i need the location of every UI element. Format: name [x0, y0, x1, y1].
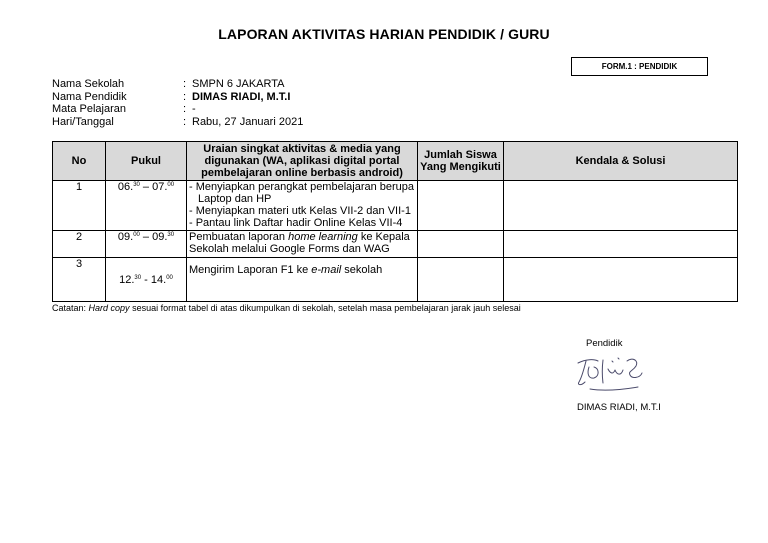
footnote-pre: Catatan:: [52, 303, 89, 313]
handwritten-signature: [572, 349, 652, 399]
time-start-minutes: 30: [134, 274, 142, 281]
header-students: Jumlah Siswa Yang Mengikuti: [418, 142, 504, 181]
info-separator: :: [183, 103, 187, 115]
activity-text-post: sekolah: [341, 264, 383, 276]
report-title: LAPORAN AKTIVITAS HARIAN PENDIDIK / GURU: [218, 26, 550, 42]
info-separator: :: [183, 115, 187, 128]
signature-name: DIMAS RIADI, M.T.I: [577, 402, 661, 413]
time-end: 14.: [150, 273, 167, 286]
activity-text-emphasis: home learning: [288, 231, 358, 243]
cell-issues: [504, 181, 738, 231]
table-row: [53, 231, 738, 258]
info-separator: :: [183, 78, 187, 90]
activity-text-pre: Pembuatan laporan: [189, 231, 289, 243]
time-start-minutes: 30: [133, 182, 140, 188]
time-start: 12.: [119, 273, 135, 286]
time-end-minutes: 00: [166, 274, 173, 281]
info-label: Nama Pendidik: [52, 90, 127, 103]
time-start: 09.: [117, 231, 134, 243]
cell-no: 1: [53, 181, 106, 231]
footnote-emphasis: Hard copy: [88, 303, 130, 313]
info-value: SMPN 6 JAKARTA: [192, 78, 285, 90]
activity-line: - Menyiapkan perangkat pembelajaran berupa Laptop dan HP: [189, 181, 415, 205]
activity-line: - Menyiapkan materi utk Kelas VII-2 dan VII-1: [189, 205, 411, 217]
cell-time: [106, 181, 187, 231]
activity-table: [52, 141, 738, 302]
footnote-post: sesuai format tabel di atas dikumpulkan di sekolah, setelah masa pembelajaran jarak jauh selesai: [129, 303, 521, 313]
cell-students: [418, 181, 504, 231]
cell-students: [418, 258, 504, 302]
cell-activity: [187, 258, 418, 302]
cell-issues: [504, 258, 738, 302]
header-time: Pukul: [106, 142, 187, 181]
header-activity: Uraian singkat aktivitas & media yang digunakan (WA, aplikasi digital portal pembelajaran online berbasis android): [187, 142, 418, 181]
info-value: Rabu, 27 Januari 2021: [192, 115, 304, 128]
form-code-box: FORM.1 : PENDIDIK: [571, 57, 708, 76]
time-separator: –: [139, 181, 153, 193]
info-separator: :: [183, 90, 187, 103]
table-row: [53, 258, 738, 302]
table-row: [53, 181, 738, 231]
activity-line: - Pantau link Daftar hadir Online Kelas VII-4: [189, 217, 403, 229]
header-issues: Kendala & Solusi: [504, 142, 738, 181]
time-end-minutes: 00: [167, 182, 175, 188]
activity-text-pre: Mengirim Laporan F1 ke: [189, 264, 312, 276]
time-separator: -: [141, 273, 151, 286]
cell-no: 2: [53, 231, 106, 258]
info-label: Mata Pelajaran: [52, 103, 126, 115]
signature-role: Pendidik: [586, 338, 623, 349]
info-label: Hari/Tanggal: [52, 115, 114, 128]
activity-text-post: ke Kepala Sekolah melalui Google Forms dan WAG: [189, 231, 410, 255]
footnote: [52, 303, 521, 313]
time-start-minutes: 00: [133, 232, 140, 238]
cell-time: [106, 258, 187, 302]
time-end: 09.: [152, 231, 168, 243]
header-no: No: [53, 142, 106, 181]
info-value: -: [192, 103, 196, 115]
time-end: 07.: [152, 181, 168, 193]
cell-time: [106, 231, 187, 258]
time-end-minutes: 30: [167, 232, 175, 238]
table-header-row: [53, 142, 738, 181]
activity-text-emphasis: e-mail: [311, 264, 342, 276]
cell-students: [418, 231, 504, 258]
cell-activity: [187, 231, 418, 258]
cell-issues: [504, 231, 738, 258]
time-separator: –: [139, 231, 153, 243]
time-start: 06.: [117, 181, 134, 193]
cell-activity: [187, 181, 418, 231]
info-label: Nama Sekolah: [52, 78, 125, 90]
cell-no: 3: [53, 258, 106, 302]
info-value: DIMAS RIADI, M.T.I: [192, 90, 291, 103]
